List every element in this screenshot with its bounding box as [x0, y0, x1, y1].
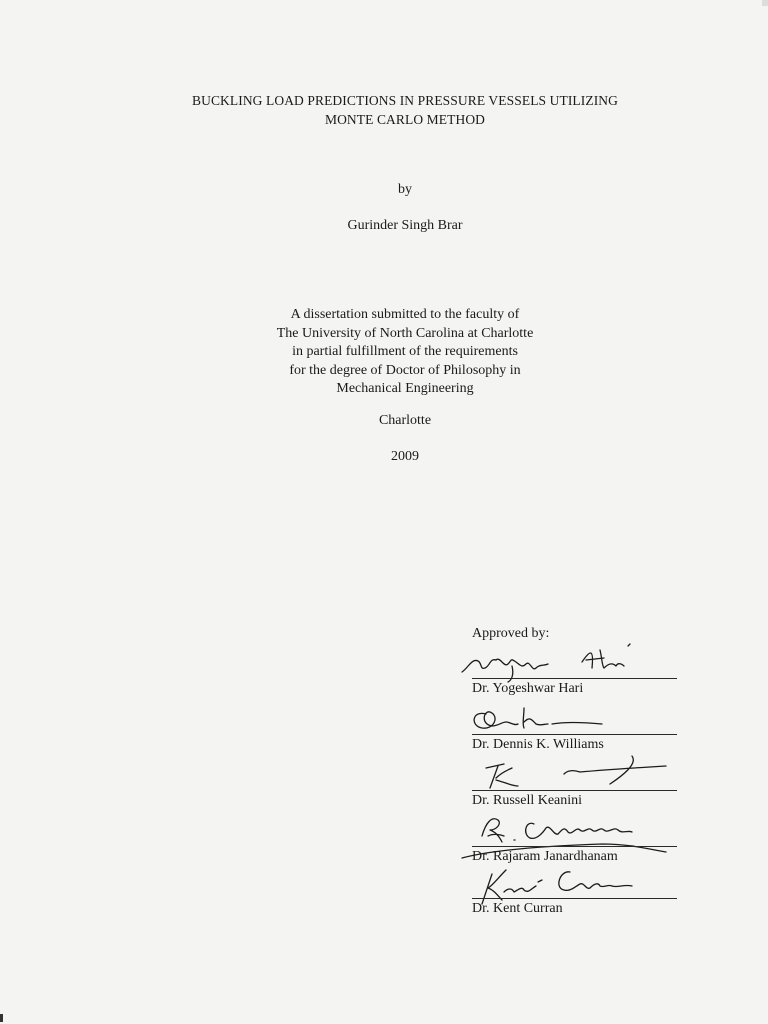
year: 2009: [391, 449, 419, 464]
signature-line-keanini: [472, 790, 677, 791]
dissertation-title: [0, 92, 768, 129]
signatory-name-keanini: Dr. Russell Keanini: [472, 793, 583, 808]
by-label: by: [398, 182, 412, 197]
handwritten-signature-hari: [452, 628, 692, 684]
handwritten-signature-keanini: [452, 740, 692, 796]
signature-block-williams: [472, 684, 677, 752]
title-line-2: MONTE CARLO METHOD: [324, 111, 486, 127]
handwritten-signature-curran: [452, 848, 692, 904]
scan-corner-artifact: [762, 0, 768, 6]
handwritten-signature-janardhanam: [452, 796, 692, 852]
signatory-name-hari: Dr. Yogeshwar Hari: [472, 681, 584, 696]
statement-line-4: for the degree of Doctor of Philosophy in: [289, 362, 521, 378]
signature-block-keanini: [472, 740, 677, 808]
signature-line-janardhanam: [472, 846, 677, 847]
signature-block-janardhanam: [472, 796, 677, 864]
title-line-1: BUCKLING LOAD PREDICTIONS IN PRESSURE VESSELS UTILIZING: [191, 93, 618, 108]
statement-line-3: in partial fulfillment of the requirements: [292, 344, 518, 359]
author-name: Gurinder Singh Brar: [347, 218, 463, 233]
signature-block-curran: [472, 848, 677, 916]
signature-line-hari: [472, 678, 677, 679]
signature-line-curran: [472, 898, 677, 899]
city: Charlotte: [378, 413, 432, 428]
scan-artifact: [0, 1014, 3, 1022]
signatory-name-janardhanam: Dr. Rajaram Janardhanam: [472, 849, 618, 864]
statement-line-1: A dissertation submitted to the faculty of: [290, 307, 520, 322]
submission-statement: [0, 306, 768, 399]
approved-by-label: Approved by:: [472, 626, 550, 641]
statement-line-2: The University of North Carolina at Charlotte: [276, 325, 534, 341]
statement-line-5: Mechanical Engineering: [336, 381, 474, 396]
handwritten-signature-williams: [452, 684, 692, 740]
signature-block-hari: [472, 628, 677, 696]
signature-line-williams: [472, 734, 677, 735]
signatory-name-williams: Dr. Dennis K. Williams: [472, 737, 604, 752]
signatory-name-curran: Dr. Kent Curran: [472, 901, 563, 916]
